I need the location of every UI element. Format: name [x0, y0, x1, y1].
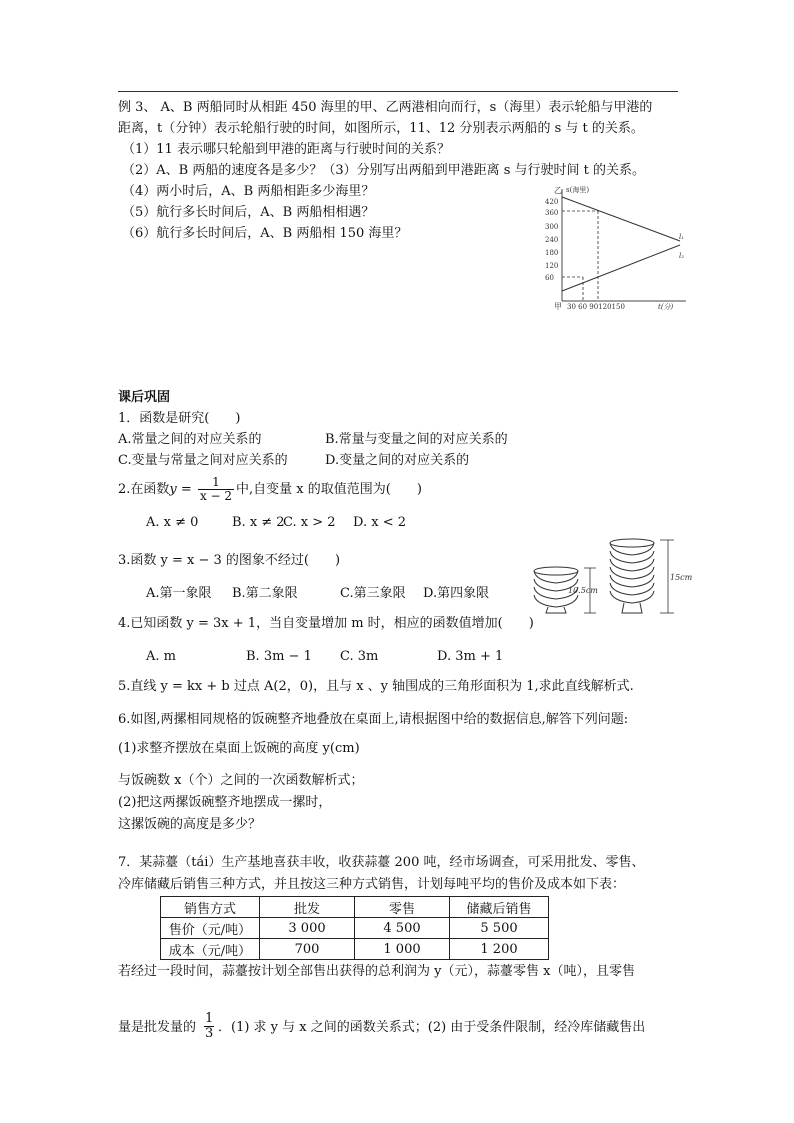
hw-q2-y: y — [169, 482, 177, 497]
hw-q7-line4-prefix: 量是批发量的 — [118, 1020, 197, 1035]
hw-q6-part2b: 这摞饭碗的高度是多少？ — [118, 817, 262, 832]
hw-q6-part2: (2)把这两摞饭碗整齐地摆成一摞时， — [118, 795, 332, 810]
example3-q4: （4）两小时后，A、B 两船相距多少海里？ — [122, 184, 375, 199]
hw-q2-frac-den: x − 2 — [199, 489, 233, 503]
graph-y-tick: 60 — [545, 274, 554, 282]
hw-q7-line4-suffix: ．(1) 求 y 与 x 之间的函数关系式；(2) 由于受条件限制，经冷库储藏售出 — [218, 1020, 646, 1035]
table-header-cell: 零售 — [355, 897, 450, 918]
table-cell: 5 500 — [450, 918, 549, 939]
table-row — [161, 918, 549, 939]
stacked-bowls-figure — [528, 535, 693, 620]
graph-y-axis-label: 乙 — [554, 186, 562, 195]
hw-q2 — [118, 475, 422, 505]
hw-q7-line2: 冷库储藏后销售三种方式，并且按这三种方式销售，计划每吨平均的售价及成本如下表： — [118, 877, 626, 892]
example3-line1: 例 3、 A、B 两船同时从相距 450 海里的甲、乙两港相向而行，s（海里）表示轮船与甲港的 — [118, 100, 653, 115]
example3-q2: （2）A、B 两船的速度各是多少？（3）分别写出两船到甲港距离 s 与行驶时间 t 的关系。 — [122, 163, 646, 178]
hw-q1-option-d: D.变量之间的对应关系的 — [325, 453, 470, 468]
table-cell: 700 — [260, 939, 355, 960]
bowl-stack-large — [610, 539, 654, 613]
hw-q2-option-b: B. x ≠ 2 — [232, 515, 285, 530]
hw-q4-option-d: D. 3m + 1 — [437, 649, 504, 664]
table-cell: 1 000 — [355, 939, 450, 960]
hw-q2-fraction — [198, 476, 234, 503]
graph-y-tick: 180 — [545, 249, 559, 257]
homework-title: 课后巩固 — [118, 390, 171, 405]
hw-q2-suffix: 中,自变量 x 的取值范围为( ) — [236, 482, 422, 497]
hw-q7-frac-num: 1 — [205, 1011, 214, 1026]
hw-q3-option-a: A.第一象限 — [146, 586, 212, 601]
hw-q1-option-b: B.常量与变量之间的对应关系的 — [325, 432, 508, 447]
graph-x-unit: t(分) — [658, 303, 674, 311]
example3-line2: 距离，t（分钟）表示轮船行驶的时间，如图所示，11、12 分别表示两船的 s 与 t 的关系。 — [118, 121, 644, 136]
distance-time-graph — [540, 183, 690, 313]
hw-q6-part1: (1)求整齐摆放在桌面上饭碗的高度 y(cm) — [118, 741, 360, 756]
example3-q5: （5）航行多长时间后，A、B 两船相相遇？ — [122, 205, 375, 220]
graph-line-label-1: l₁ — [679, 233, 685, 241]
table-header-cell: 储藏后销售 — [450, 897, 549, 918]
hw-q7-frac-den: 3 — [205, 1026, 214, 1041]
hw-q3-option-d: D.第四象限 — [423, 586, 490, 601]
table-cell: 售价（元/吨） — [161, 918, 260, 939]
hw-q2-frac-num: 1 — [198, 476, 234, 490]
bowl-small-height-label: 10.5cm — [568, 586, 598, 595]
hw-q4-option-c: C. 3m — [340, 649, 379, 664]
table-header-cell: 销售方式 — [161, 897, 260, 918]
hw-q2-option-c: C. x > 2 — [283, 515, 336, 530]
graph-y-tick: 300 — [545, 223, 559, 231]
table-row — [161, 939, 549, 960]
bowl-large-height-label: 15cm — [670, 573, 693, 582]
graph-y-tick: 120 — [545, 262, 559, 270]
hw-q6-part1b: 与饭碗数 x（个）之间的一次函数解析式； — [118, 773, 364, 788]
table-cell: 4 500 — [355, 918, 450, 939]
example3-q6: （6）航行多长时间后，A、B 两船相 150 海里？ — [122, 226, 408, 241]
hw-q2-option-a: A. x ≠ 0 — [146, 515, 199, 530]
hw-q3-option-b: B.第二象限 — [232, 586, 298, 601]
table-header-row — [161, 897, 549, 918]
hw-q7-line3: 若经过一段时间，蒜薹按计划全部售出获得的总利润为 y（元），蒜薹零售 x（吨），且零售 — [118, 964, 635, 979]
example3-q1: （1）11 表示哪只轮船到甲港的距离与行驶时间的关系？ — [122, 142, 450, 157]
graph-y-tick: 360 — [545, 209, 559, 217]
sales-table — [160, 896, 549, 960]
hw-q7-fraction — [204, 1012, 214, 1041]
graph-y-tick: 240 — [545, 236, 559, 244]
hw-q4: 4.已知函数 y = 3x + 1，当自变量增加 m 时，相应的函数值增加( ) — [118, 616, 534, 631]
hw-q1-option-c: C.变量与常量之间对应关系的 — [118, 453, 288, 468]
hw-q2-option-d: D. x < 2 — [353, 515, 406, 530]
table-cell: 成本（元/吨） — [161, 939, 260, 960]
table-header-cell: 批发 — [260, 897, 355, 918]
graph-origin-label: 甲 — [554, 302, 562, 311]
graph-line-l2 — [562, 245, 680, 291]
graph-y-unit: s(海里) — [566, 186, 590, 194]
graph-line-label-2: l₂ — [679, 252, 685, 260]
hw-q6: 6.如图,两摞相同规格的饭碗整齐地叠放在桌面上,请根据图中给的数据信息,解答下列问题: — [118, 712, 629, 727]
hw-q3: 3.函数 y = x − 3 的图象不经过( ) — [118, 553, 341, 568]
hw-q4-option-a: A. m — [146, 649, 176, 664]
hw-q4-option-b: B. 3m − 1 — [246, 649, 312, 664]
graph-y-tick: 420 — [545, 198, 559, 206]
hw-q2-eq: = — [176, 482, 196, 497]
hw-q7-line1: 7．某蒜薹（tái）生产基地喜获丰收，收获蒜薹 200 吨，经市场调查，可采用批发、零售、 — [118, 855, 645, 870]
hw-q1-option-a: A.常量之间的对应关系的 — [118, 432, 262, 447]
graph-line-l1 — [562, 197, 680, 241]
hw-q2-prefix: 2.在函数 — [118, 482, 170, 497]
hw-q5: 5.直线 y = kx + b 过点 A(2，0)，且与 x 、y 轴围成的三角形面积为 1,求此直线解析式. — [118, 679, 634, 694]
table-cell: 1 200 — [450, 939, 549, 960]
hw-q1: 1．函数是研究( ) — [118, 411, 241, 426]
graph-x-ticks: 30 60 90120150 — [567, 303, 625, 311]
header-rule — [118, 91, 678, 92]
hw-q3-option-c: C.第三象限 — [340, 586, 406, 601]
table-cell: 3 000 — [260, 918, 355, 939]
